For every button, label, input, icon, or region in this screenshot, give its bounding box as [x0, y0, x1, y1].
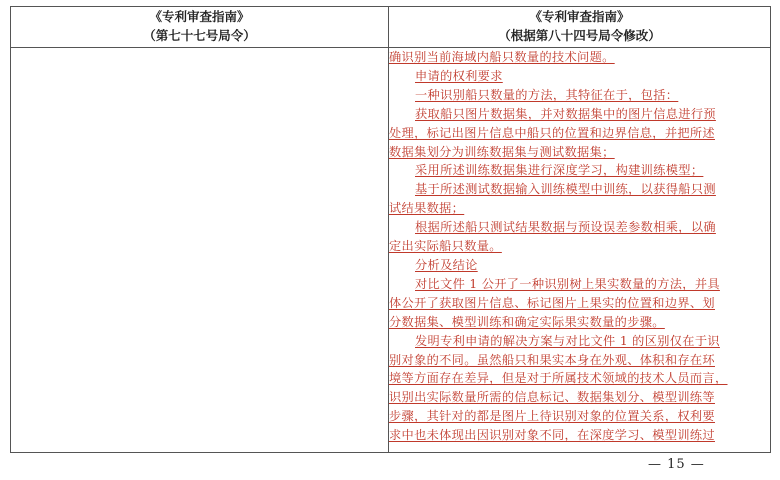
header-left-subtitle: （第七十七号局令） — [143, 28, 256, 43]
revised-text-line: 别对象的不同。虽然船只和果实本身在外观、体积和存在环 — [389, 352, 715, 367]
table-body-row — [11, 48, 771, 453]
revised-text-line: 步骤，其针对的都是图片上待识别对象的位置关系，权利要 — [389, 409, 715, 424]
revised-text-line: 境等方面存在差异，但是对于所属技术领域的技术人员而言， — [389, 371, 728, 386]
revised-text-line: 求中也未体现出因识别对象不同，在深度学习、模型训练过 — [389, 428, 715, 443]
revised-text-line: 识别出实际数量所需的信息标记、数据集划分、模型训练等 — [389, 390, 715, 405]
revised-text — [389, 48, 770, 445]
revised-text-line: 分数据集、模型训练和确定实际果实数量的步骤。 — [389, 314, 665, 329]
page-number: — 15 — — [648, 457, 705, 472]
revised-text-line: 试结果数据； — [389, 201, 465, 216]
revised-text-line: 获取船只图片数据集，并对数据集中的图片信息进行预 — [415, 106, 716, 121]
revised-text-line: 发明专利申请的解决方案与对比文件 1 的区别仅在于识 — [415, 333, 720, 348]
revised-text-line: 数据集划分为训练数据集与测试数据集； — [389, 144, 615, 159]
revised-text-line: 定出实际船只数量。 — [389, 239, 502, 254]
header-right-subtitle: （根据第八十四号局令修改） — [498, 28, 661, 43]
table-header-row — [11, 7, 771, 48]
revised-text-line: 处理，标记出图片信息中船只的位置和边界信息，并把所述 — [389, 125, 715, 140]
revised-text-line: 采用所述训练数据集进行深度学习，构建训练模型； — [415, 163, 704, 178]
header-right — [389, 7, 771, 48]
revised-text-line: 确识别当前海域内船只数量的技术问题。 — [389, 50, 615, 64]
header-left — [11, 7, 389, 48]
revised-text-line: 申请的权利要求 — [415, 68, 503, 83]
right-column-cell — [389, 48, 771, 453]
revised-text-line: 体公开了获取图片信息、标记图片上果实的位置和边界、划 — [389, 295, 715, 310]
comparison-table — [10, 6, 771, 453]
header-left-title: 《专利审查指南》 — [149, 9, 250, 24]
revised-text-line: 分析及结论 — [415, 257, 478, 272]
header-right-title: 《专利审查指南》 — [529, 9, 630, 24]
revised-text-line: 对比文件 1 公开了一种识别树上果实数量的方法，并具 — [415, 276, 720, 291]
revised-text-line: 一种识别船只数量的方法，其特征在于，包括： — [415, 87, 679, 102]
left-column-cell — [11, 48, 389, 453]
revised-text-line: 根据所述船只测试结果数据与预设误差参数相乘，以确 — [415, 220, 716, 235]
revised-text-line: 基于所述测试数据输入训练模型中训练，以获得船只测 — [415, 182, 716, 197]
